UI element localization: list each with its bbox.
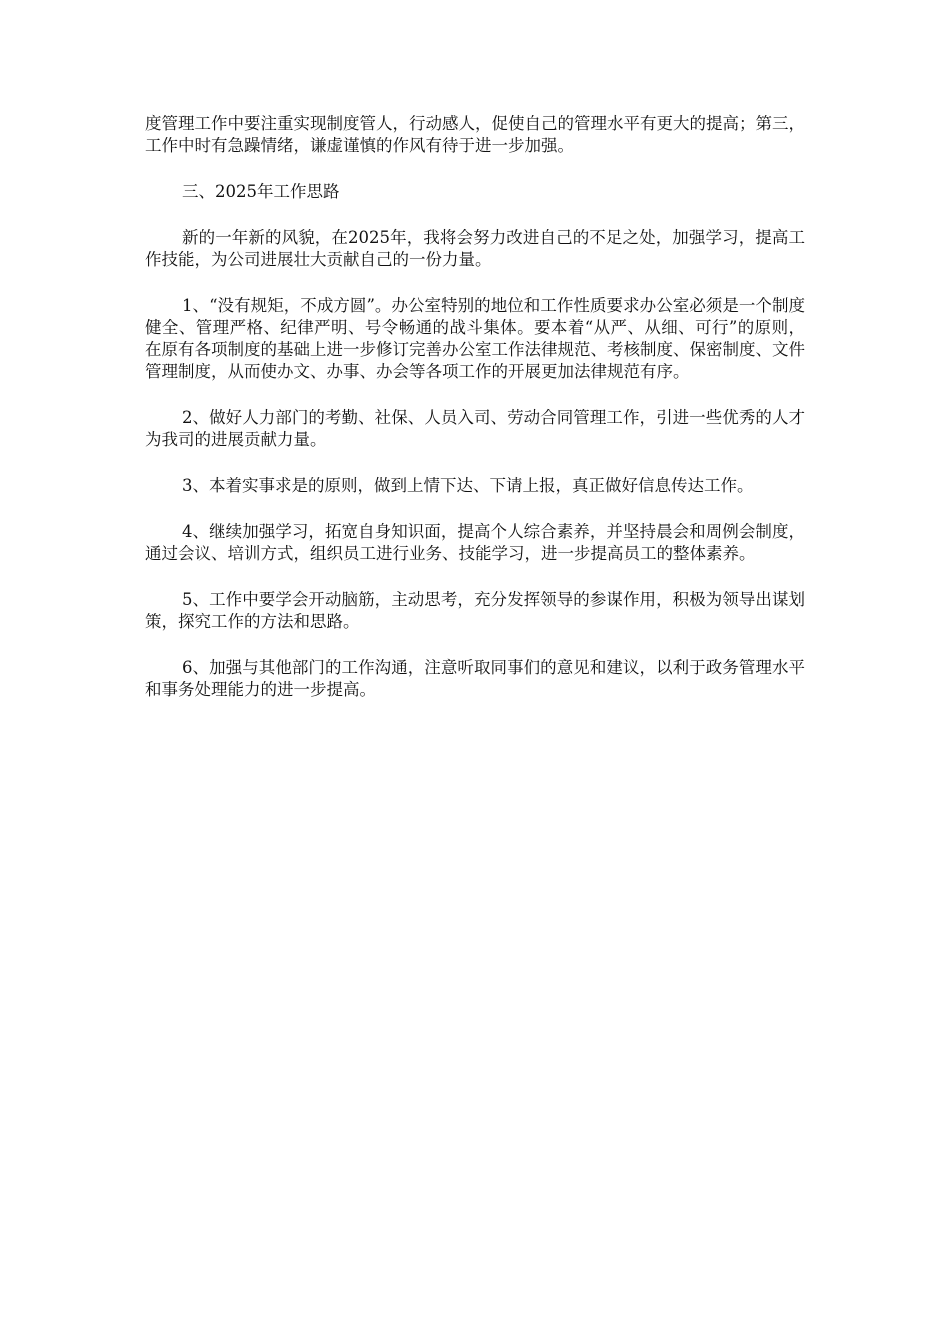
paragraph-intro: 新的一年新的风貌，在2025年，我将会努力改进自己的不足之处，加强学习，提高工作技能，为公司进展壮大贡献自己的一份力量。 <box>145 228 805 269</box>
paragraph-continuation: 度管理工作中要注重实现制度管人，行动感人，促使自己的管理水平有更大的提高；第三，工作中时有急躁情绪，谦虚谨慎的作风有待于进一步加强。 <box>145 114 805 155</box>
paragraph-item-5: 5、工作中要学会开动脑筋，主动思考，充分发挥领导的参谋作用，积极为领导出谋划策，探究工作的方法和思路。 <box>145 590 805 631</box>
paragraph-item-1: 1、“没有规矩，不成方圆”。办公室特别的地位和工作性质要求办公室必须是一个制度健全、管理严格、纪律严明、号令畅通的战斗集体。要本着“从严、从细、可行”的原则，在原有各项制度的基础上进一步修订完善办公室工作法律规范、考核制度、保密制度、文件管理制度，从而使办文、办事、办会等各项工作的开展更加法律规范有序。 <box>145 296 805 381</box>
document-body <box>145 113 805 725</box>
paragraph-item-3: 3、本着实事求是的原则，做到上情下达、下请上报，真正做好信息传达工作。 <box>182 476 754 495</box>
paragraph-item-4: 4、继续加强学习，拓宽自身知识面，提高个人综合素养，并坚持晨会和周例会制度，通过会议、培训方式，组织员工进行业务、技能学习，进一步提高员工的整体素养。 <box>145 522 805 563</box>
section-heading: 三、2025年工作思路 <box>182 182 340 201</box>
paragraph-item-2: 2、做好人力部门的考勤、社保、人员入司、劳动合同管理工作，引进一些优秀的人才为我司的进展贡献力量。 <box>145 408 805 449</box>
paragraph-item-6: 6、加强与其他部门的工作沟通，注意听取同事们的意见和建议，以利于政务管理水平和事务处理能力的进一步提高。 <box>145 658 805 699</box>
